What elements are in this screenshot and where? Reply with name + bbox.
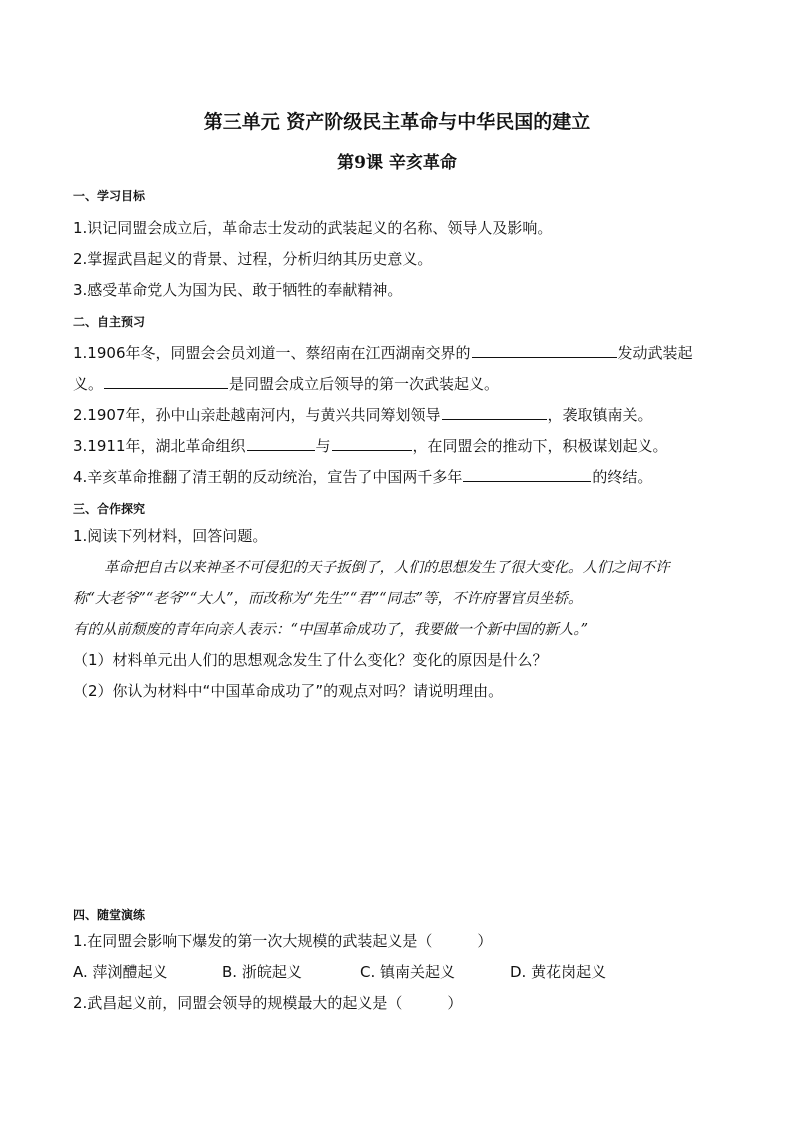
- answer-blank[interactable]: [472, 356, 617, 358]
- answer-blank[interactable]: [247, 449, 315, 451]
- preview-question-2: [73, 404, 653, 425]
- section-heading-preview: 二、自主预习: [73, 315, 146, 329]
- question-text: 3.1911年，湖北革命组织: [73, 437, 246, 455]
- preview-question-1: [73, 342, 693, 363]
- question-text: 发动武装起: [617, 344, 693, 362]
- source-material-line: 有的从前颓废的青年向亲人表示：“中国革命成功了，我要做一个新中国的新人。”: [73, 622, 589, 638]
- question-text: 是同盟会成立后领导的第一次武装起义。: [229, 375, 500, 393]
- answer-blank[interactable]: [104, 387, 228, 389]
- question-text: 4.辛亥革命推翻了清王朝的反动统治，宣告了中国两千多年: [73, 468, 463, 486]
- section-heading-explore: 三、合作探究: [73, 502, 146, 516]
- source-material-line: 革命把自古以来神圣不可侵犯的天子扳倒了，人们的思想发生了很大变化。人们之间不许: [104, 560, 670, 576]
- practice-option[interactable]: C. 镇南关起义: [360, 963, 456, 981]
- question-text: ，袭取镇南关。: [547, 406, 653, 424]
- preview-question-3: [73, 435, 668, 456]
- question-text: 义。: [73, 375, 104, 393]
- practice-question-1: 1.在同盟会影响下爆发的第一次大规模的武装起义是（ ）: [73, 932, 493, 950]
- practice-option[interactable]: A. 萍浏醴起义: [73, 963, 168, 981]
- source-material-line: 称“大老爷”“老爷”“大人”，而改称为“先生”“君”“同志”等，不许府署官员坐轿。: [73, 591, 583, 607]
- lesson-title: 第9课 辛亥革命: [337, 153, 457, 173]
- explore-intro: 1.阅读下列材料，回答问题。: [73, 527, 268, 545]
- preview-question-1-cont: [73, 373, 499, 394]
- preview-question-4: [73, 466, 652, 487]
- question-text: 1.1906年冬，同盟会会员刘道一、蔡绍南在江西湖南交界的: [73, 344, 471, 362]
- answer-blank[interactable]: [442, 418, 547, 420]
- objective-item: 2.掌握武昌起义的背景、过程，分析归纳其历史意义。: [73, 250, 433, 268]
- explore-question-1: （1）材料单元出人们的思想观念发生了什么变化？变化的原因是什么？: [73, 651, 548, 669]
- practice-option[interactable]: B. 浙皖起义: [222, 963, 302, 981]
- practice-question-2: 2.武昌起义前，同盟会领导的规模最大的起义是（ ）: [73, 994, 463, 1012]
- question-text: 2.1907年，孙中山亲赴越南河内，与黄兴共同筹划领导: [73, 406, 441, 424]
- section-heading-objectives: 一、学习目标: [73, 189, 146, 203]
- question-text: 的终结。: [592, 468, 653, 486]
- objective-item: 3.感受革命党人为国为民、敢于牺牲的奉献精神。: [73, 281, 403, 299]
- practice-option[interactable]: D. 黄花岗起义: [510, 963, 607, 981]
- section-heading-practice: 四、随堂演练: [73, 908, 146, 922]
- explore-question-2: （2）你认为材料中“中国革命成功了”的观点对吗？请说明理由。: [73, 682, 504, 700]
- question-text: ，在同盟会的推动下，积极谋划起义。: [412, 437, 668, 455]
- question-text: 与: [315, 437, 331, 455]
- objective-item: 1.识记同盟会成立后，革命志士发动的武装起义的名称、领导人及影响。: [73, 219, 553, 237]
- answer-blank[interactable]: [463, 480, 591, 482]
- unit-title: 第三单元 资产阶级民主革命与中华民国的建立: [203, 111, 591, 133]
- answer-blank[interactable]: [332, 449, 412, 451]
